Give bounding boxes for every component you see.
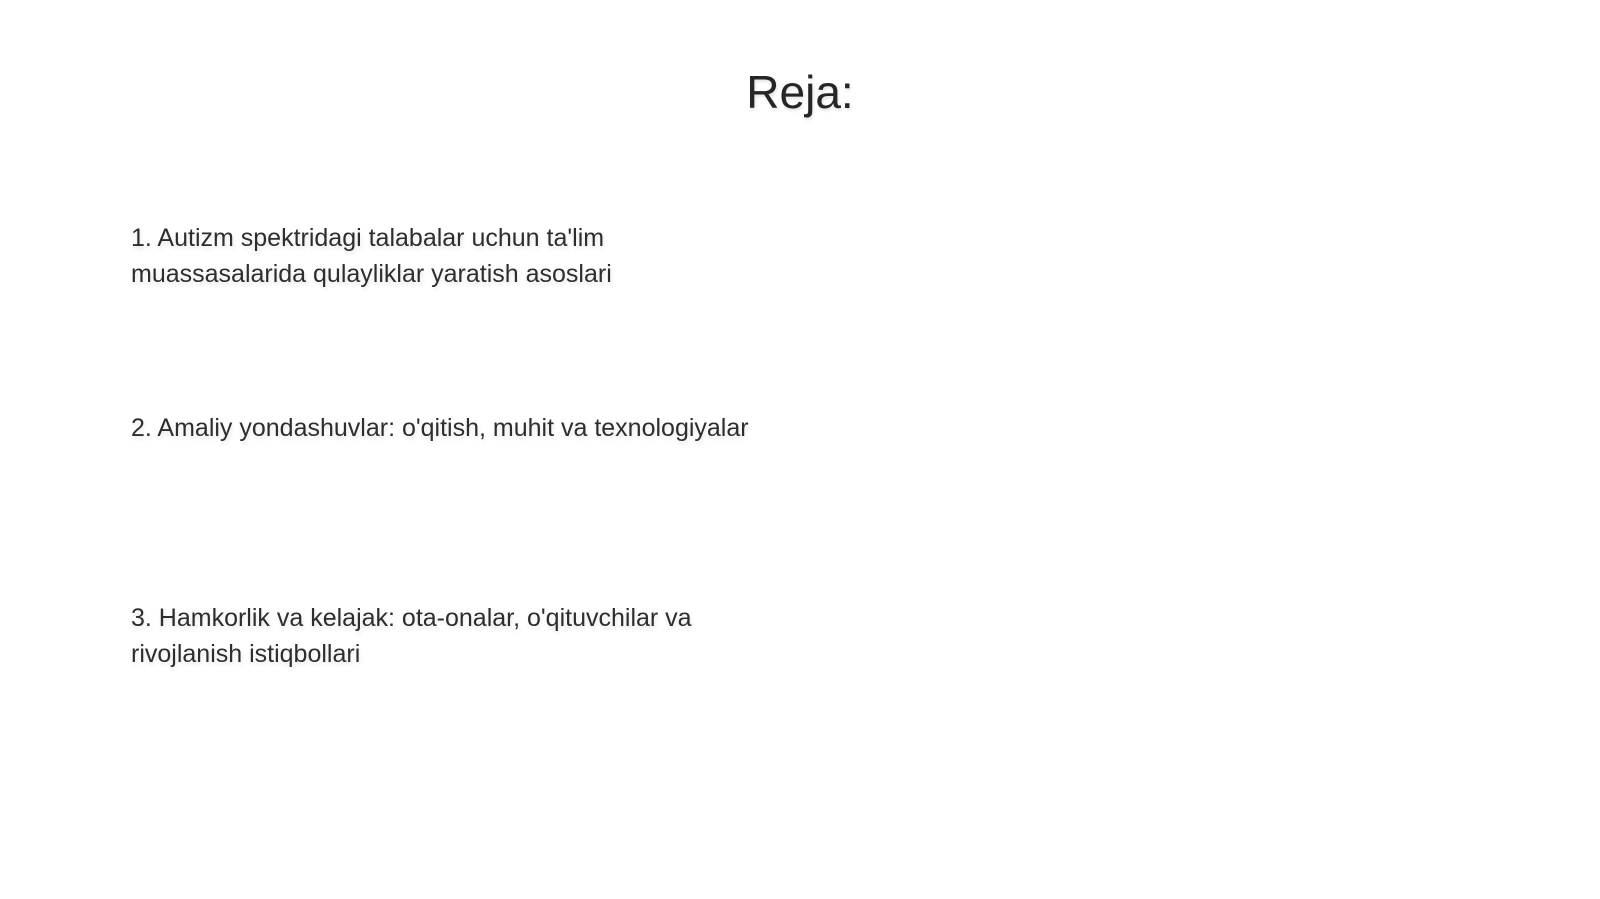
slide-title: Reja: bbox=[746, 66, 854, 118]
plan-item-1: 1. Autizm spektridagi talabalar uchun ta'lim muassasalarida qulayliklar yaratish asoslari bbox=[131, 224, 612, 288]
plan-item-2: 2. Amaliy yondashuvlar: o'qitish, muhit va texnologiyalar bbox=[131, 414, 749, 442]
plan-item-3: 3. Hamkorlik va kelajak: ota-onalar, o'qituvchilar va rivojlanish istiqbollari bbox=[131, 604, 692, 668]
